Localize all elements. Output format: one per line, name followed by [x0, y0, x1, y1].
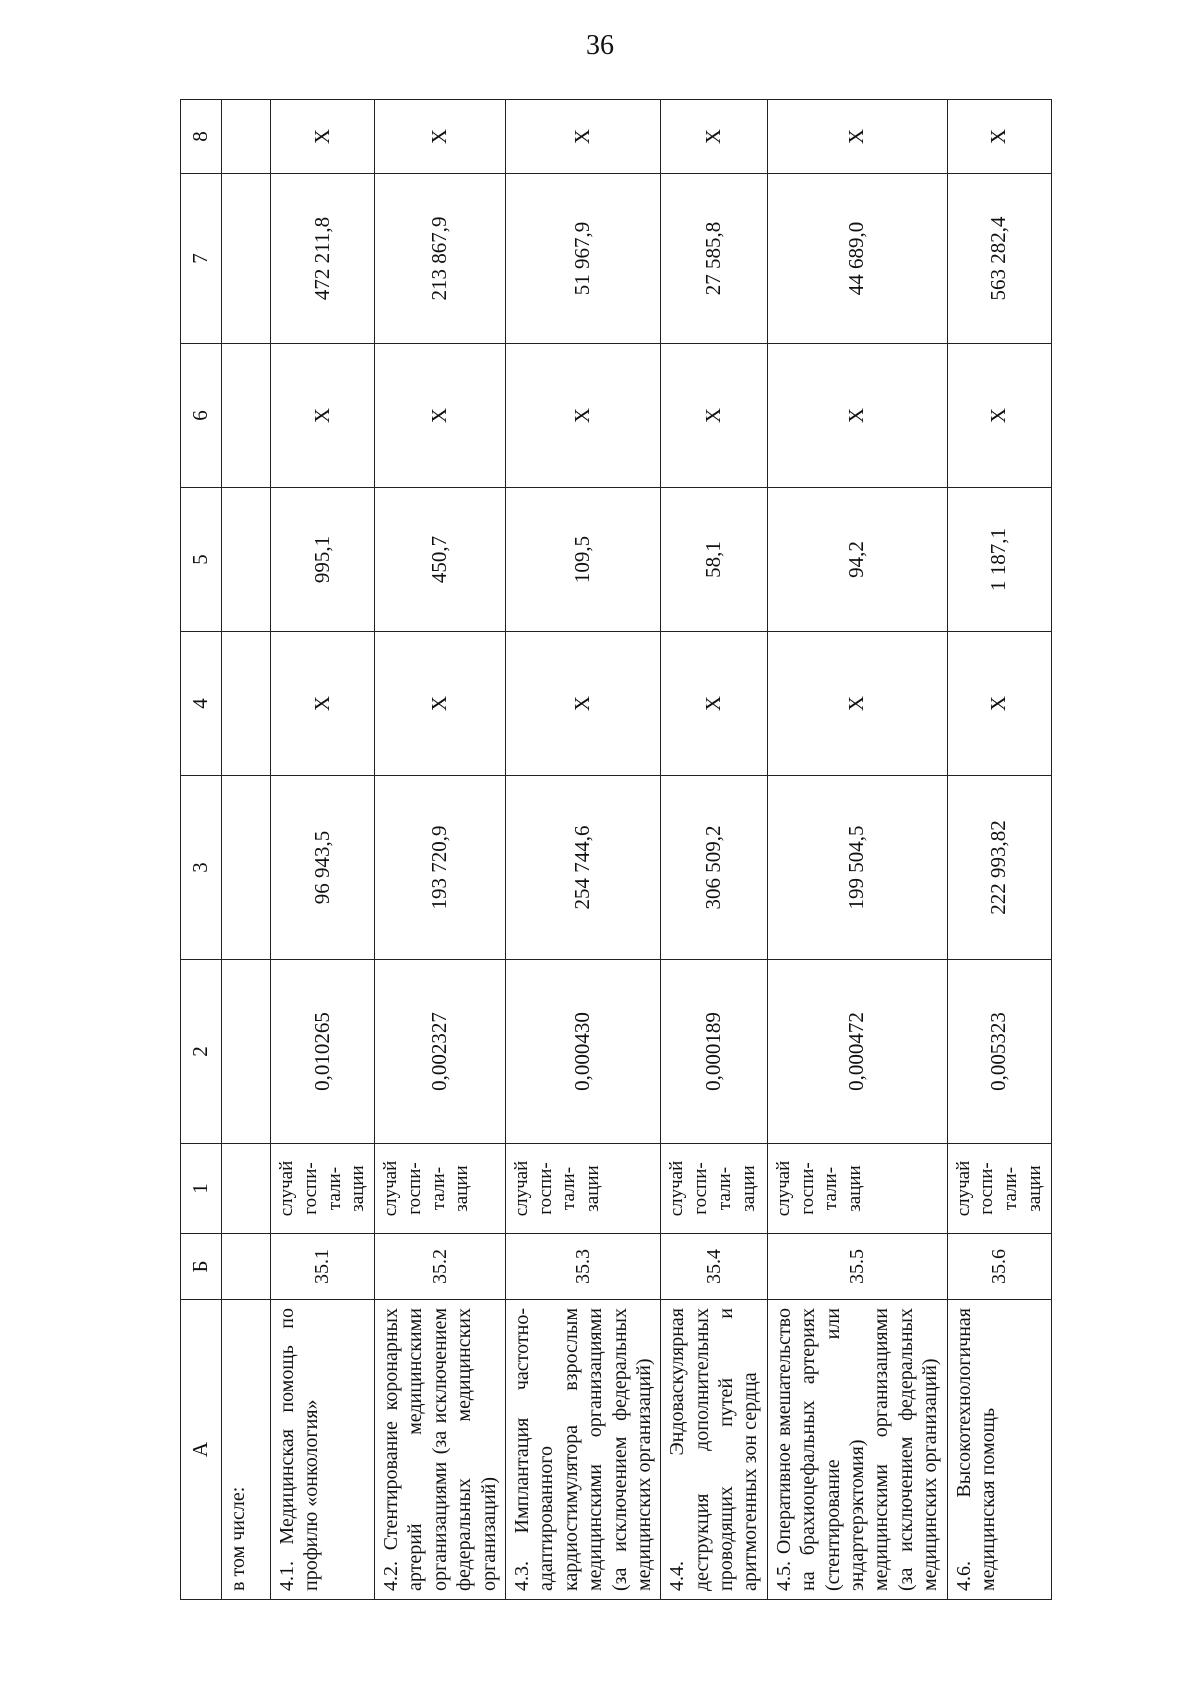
row-col-2: 0,002327 [375, 960, 506, 1144]
empty-cell [222, 1144, 271, 1234]
row-col-7: 472 211,8 [271, 174, 375, 344]
row-col-6: X [947, 344, 1051, 488]
row-code: 35.1 [271, 1234, 375, 1300]
row-col-3: 254 744,6 [505, 776, 660, 960]
row-col-2: 0,000430 [505, 960, 660, 1144]
row-unit: случай госпи-тали-зации [375, 1144, 506, 1234]
row-col-2: 0,000472 [767, 960, 947, 1144]
row-name: 4.4. Эндоваскулярная деструкция дополнительных проводящих путей и аритмогенных зон сердца [661, 1300, 768, 1600]
row-col-5: 109,5 [505, 488, 660, 632]
header-cell: 3 [181, 776, 222, 960]
row-col-6: X [767, 344, 947, 488]
row-col-2: 0,000189 [661, 960, 768, 1144]
row-col-2: 0,010265 [271, 960, 375, 1144]
page-number: 36 [586, 30, 614, 61]
row-col-8: X [947, 100, 1051, 174]
data-table [180, 99, 1052, 1600]
row-col-8: X [661, 100, 768, 174]
subheading-cell: в том числе: [222, 1300, 271, 1600]
header-cell: 1 [181, 1144, 222, 1234]
row-col-5: 995,1 [271, 488, 375, 632]
row-col-8: X [505, 100, 660, 174]
row-code: 35.4 [661, 1234, 768, 1300]
row-col-8: X [271, 100, 375, 174]
header-row [181, 100, 222, 1600]
row-code: 35.2 [375, 1234, 506, 1300]
row-unit: случай госпи-тали-зации [947, 1144, 1051, 1234]
row-unit: случай госпи-тали-зации [767, 1144, 947, 1234]
row-col-7: 44 689,0 [767, 174, 947, 344]
row-code: 35.5 [767, 1234, 947, 1300]
row-col-3: 193 720,9 [375, 776, 506, 960]
row-col-8: X [375, 100, 506, 174]
row-col-5: 58,1 [661, 488, 768, 632]
header-cell: 5 [181, 488, 222, 632]
header-cell: 2 [181, 960, 222, 1144]
row-name: 4.2. Стентирование коронарных артерий медицинскими организациями (за исключением федеральных медицинских организаций) [375, 1300, 506, 1600]
empty-cell [222, 174, 271, 344]
empty-cell [222, 776, 271, 960]
row-code: 35.3 [505, 1234, 660, 1300]
row-unit: случай госпи-тали-зации [661, 1144, 768, 1234]
table-row [271, 100, 375, 1600]
row-col-4: X [505, 632, 660, 776]
row-col-5: 94,2 [767, 488, 947, 632]
row-col-3: 222 993,82 [947, 776, 1051, 960]
row-col-5: 1 187,1 [947, 488, 1051, 632]
row-col-4: X [375, 632, 506, 776]
row-col-7: 27 585,8 [661, 174, 768, 344]
table-row [767, 100, 947, 1600]
row-name: 4.1. Медицинская помощь по профилю «онкология» [271, 1300, 375, 1600]
row-col-7: 563 282,4 [947, 174, 1051, 344]
header-cell: 6 [181, 344, 222, 488]
row-unit: случай госпи-тали-зации [271, 1144, 375, 1234]
row-col-3: 96 943,5 [271, 776, 375, 960]
empty-cell [222, 960, 271, 1144]
rotated-table-container [180, 100, 1045, 1600]
row-col-6: X [375, 344, 506, 488]
row-col-6: X [271, 344, 375, 488]
row-col-2: 0,005323 [947, 960, 1051, 1144]
row-col-3: 306 509,2 [661, 776, 768, 960]
table-row [505, 100, 660, 1600]
row-col-4: X [271, 632, 375, 776]
row-name: 4.3. Имплантация частотно-адаптированного кардиостимулятора взрослым медицинскими организациями (за исключением федеральных медицинских организаций) [505, 1300, 660, 1600]
row-col-4: X [947, 632, 1051, 776]
row-col-6: X [661, 344, 768, 488]
empty-cell [222, 488, 271, 632]
header-cell: А [181, 1300, 222, 1600]
row-col-4: X [767, 632, 947, 776]
row-name: 4.5. Оперативное вмешательство на брахиоцефальных артериях (стентирование или эндартерэктомия) медицинскими организациями (за исключением федеральных медицинских организаций) [767, 1300, 947, 1600]
table-row [375, 100, 506, 1600]
subheading-row [222, 100, 271, 1600]
row-col-5: 450,7 [375, 488, 506, 632]
row-unit: случай госпи-тали-зации [505, 1144, 660, 1234]
row-col-8: X [767, 100, 947, 174]
table-row [661, 100, 768, 1600]
header-cell: 8 [181, 100, 222, 174]
row-col-3: 199 504,5 [767, 776, 947, 960]
row-code: 35.6 [947, 1234, 1051, 1300]
empty-cell [222, 344, 271, 488]
empty-cell [222, 1234, 271, 1300]
row-col-4: X [661, 632, 768, 776]
row-col-7: 51 967,9 [505, 174, 660, 344]
header-cell: 7 [181, 174, 222, 344]
header-cell: Б [181, 1234, 222, 1300]
header-cell: 4 [181, 632, 222, 776]
row-name: 4.6. Высокотехнологичная медицинская помощь [947, 1300, 1051, 1600]
table-row [947, 100, 1051, 1600]
row-col-6: X [505, 344, 660, 488]
empty-cell [222, 100, 271, 174]
empty-cell [222, 632, 271, 776]
row-col-7: 213 867,9 [375, 174, 506, 344]
